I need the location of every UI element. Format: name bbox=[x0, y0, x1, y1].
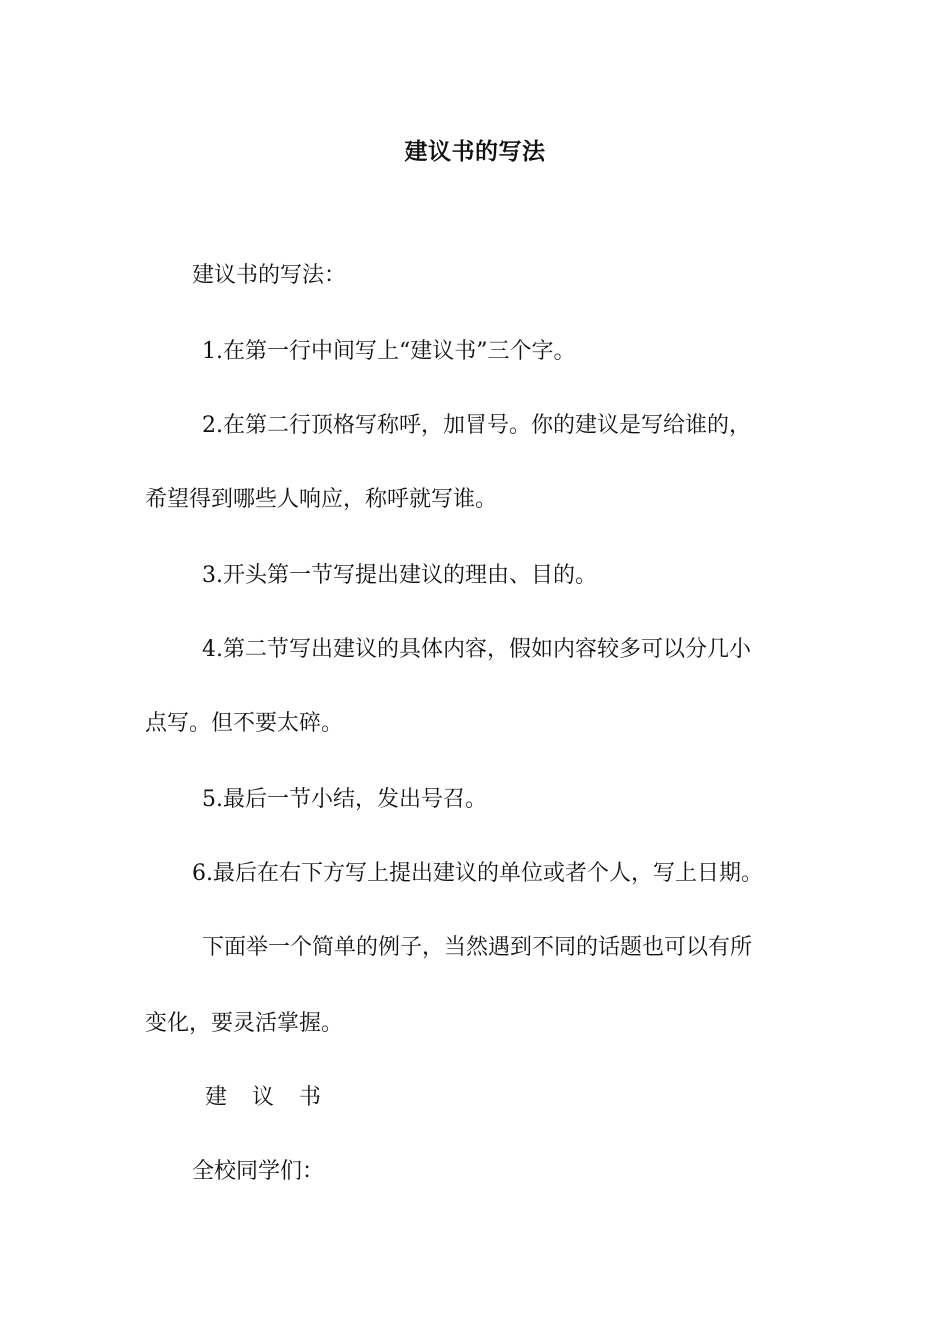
step-2-continuation: 希望得到哪些人响应，称呼就写谁。 bbox=[145, 487, 498, 512]
step-2-line: 2.在第二行顶格写称呼，加冒号。你的建议是写给谁的， bbox=[202, 413, 751, 438]
step-4-continuation: 点写。但不要太碎。 bbox=[145, 711, 344, 736]
example-intro-line: 下面举一个简单的例子，当然遇到不同的话题也可以有所 bbox=[202, 935, 753, 960]
step-3-line: 3.开头第一节写提出建议的理由、目的。 bbox=[202, 563, 597, 588]
example-heading: 建 议 书 bbox=[205, 1085, 330, 1110]
step-4-line: 4.第二节写出建议的具体内容，假如内容较多可以分几小 bbox=[202, 637, 751, 662]
document-title: 建议书的写法 bbox=[404, 138, 546, 165]
intro-line: 建议书的写法： bbox=[192, 263, 347, 288]
step-6-line: 6.最后在右下方写上提出建议的单位或者个人，写上日期。 bbox=[192, 861, 763, 886]
example-intro-continuation: 变化，要灵活掌握。 bbox=[145, 1011, 344, 1036]
step-1-line: 1.在第一行中间写上“建议书”三个字。 bbox=[202, 339, 576, 364]
step-5-line: 5.最后一节小结，发出号召。 bbox=[202, 787, 487, 812]
example-salutation: 全校同学们： bbox=[192, 1159, 325, 1184]
